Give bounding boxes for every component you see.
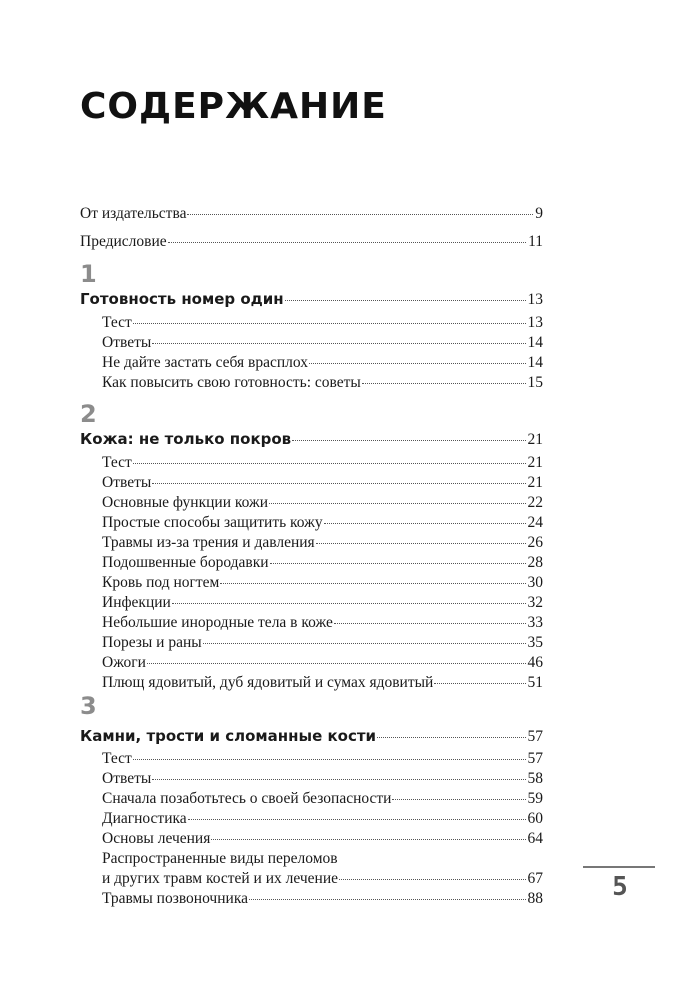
toc-entry-label: Не дайте застать себя врасплох [102,354,309,371]
toc-entry-label: Основные функции кожи [102,494,269,511]
toc-entry-page: 67 [527,870,543,887]
dot-leader [434,683,525,684]
toc-entry-label: Сначала позаботьтесь о своей безопасности [102,790,392,807]
toc-entry-page: 14 [527,354,543,371]
toc-entry[interactable] [102,573,543,593]
dot-leader [292,440,525,441]
toc-entry[interactable] [102,749,543,769]
page-number: 5 [612,872,628,902]
toc-entry-label: Тест [102,314,132,331]
dot-leader [339,879,525,880]
toc-entry[interactable] [102,353,543,373]
toc-entry-publisher[interactable] [80,204,543,224]
toc-entry[interactable] [102,889,543,909]
dot-leader [362,383,526,384]
toc-entry-page: 21 [527,454,543,471]
dot-leader [324,523,526,524]
dot-leader [188,819,526,820]
dot-leader [133,463,526,464]
toc-entry-page: 32 [527,594,543,611]
toc-entry-page: 15 [527,374,543,391]
toc-entry-label: Плющ ядовитый, дуб ядовитый и сумах ядовитый [102,674,434,691]
chapter-number: 2 [80,400,97,428]
dot-leader [152,483,525,484]
toc-entry-page: 88 [527,890,543,907]
chapter-title: Камни, трости и сломанные кости [80,727,377,745]
dot-leader [249,899,526,900]
toc-entry-page: 14 [527,334,543,351]
toc-entry[interactable] [102,653,543,673]
toc-entry-page: 57 [527,750,543,767]
toc-entry-page: 57 [527,728,543,745]
page-title: СОДЕРЖАНИЕ [80,86,387,127]
toc-entry[interactable] [102,809,543,829]
dot-leader [172,603,526,604]
toc-entry-label: Ожоги [102,654,146,671]
dot-leader [211,839,525,840]
dot-leader [220,583,525,584]
dot-leader [285,300,526,301]
toc-entry-label-first-line: Распространенные виды переломов [102,850,338,867]
dot-leader [152,779,525,780]
dot-leader [309,363,525,364]
dot-leader [133,759,526,760]
dot-leader [316,543,526,544]
toc-entry-label: Предисловие [80,233,167,250]
toc-entry-label: Травмы позвоночника [102,890,248,907]
toc-entry-page: 58 [527,770,543,787]
toc-entry[interactable] [102,593,543,613]
dot-leader [334,623,526,624]
dot-leader [269,503,525,504]
toc-entry[interactable] [102,869,543,889]
toc-entry-page: 26 [527,534,543,551]
folio-rule [583,866,655,868]
dot-leader [168,242,526,243]
toc-entry-page: 64 [527,830,543,847]
toc-entry[interactable] [102,453,543,473]
toc-entry-page: 60 [527,810,543,827]
toc-entry[interactable] [102,789,543,809]
dot-leader [152,343,525,344]
toc-entry-label: Простые способы защитить кожу [102,514,323,531]
toc-entry-label: Ответы [102,770,152,787]
toc-entry[interactable] [102,493,543,513]
toc-entry-page: 33 [527,614,543,631]
toc-entry-page: 13 [527,291,543,308]
toc-entry-page: 59 [527,790,543,807]
dot-leader [187,214,533,215]
toc-entry-label: Тест [102,454,132,471]
toc-entry-page: 30 [527,574,543,591]
toc-entry[interactable] [102,473,543,493]
toc-entry-page: 21 [527,431,543,448]
dot-leader [377,737,525,738]
toc-entry-label: Кровь под ногтем [102,574,220,591]
toc-entry[interactable] [102,633,543,653]
chapter-title: Кожа: не только покров [80,430,292,448]
table-of-contents [80,0,543,1000]
toc-entry-label: Подошвенные бородавки [102,554,269,571]
toc-entry-label: Тест [102,750,132,767]
toc-entry-page: 21 [527,474,543,491]
dot-leader [133,323,526,324]
toc-entry-page: 35 [527,634,543,651]
toc-entry[interactable] [102,333,543,353]
chapter-title-row[interactable] [80,726,543,747]
toc-entry-label: Порезы и раны [102,634,202,651]
toc-entry[interactable] [102,829,543,849]
toc-entry[interactable] [102,513,543,533]
toc-entry[interactable] [102,373,543,393]
toc-entry-preface[interactable] [80,232,543,252]
toc-entry-label: Ответы [102,334,152,351]
toc-entry[interactable] [102,673,543,693]
chapter-number: 3 [80,692,97,720]
toc-entry-label: Как повысить свою готовность: советы [102,374,361,391]
toc-entry[interactable] [102,313,543,333]
dot-leader [392,799,525,800]
toc-entry-page: 13 [527,314,543,331]
toc-entry-label: Ответы [102,474,152,491]
toc-entry-label: Травмы из-за трения и давления [102,534,315,551]
toc-entry-label: Инфекции [102,594,171,611]
dot-leader [203,643,526,644]
dot-leader [147,663,526,664]
chapter-title: Готовность номер один [80,290,284,308]
chapter-number: 1 [80,260,97,288]
toc-entry[interactable] [102,533,543,553]
toc-entry-label: Основы лечения [102,830,211,847]
chapter-title-row[interactable] [80,429,543,450]
toc-entry[interactable] [102,553,543,573]
toc-entry[interactable] [102,769,543,789]
toc-entry-page: 24 [527,514,543,531]
toc-entry-label: Небольшие инородные тела в коже [102,614,333,631]
toc-entry-page: 51 [527,674,543,691]
toc-entry-label: и других травм костей и их лечение [102,870,339,887]
toc-entry-page: 9 [535,205,543,222]
toc-entry-page: 28 [527,554,543,571]
chapter-title-row[interactable] [80,289,543,310]
toc-entry-label: От издательства [80,205,187,222]
toc-entry-page: 11 [528,233,543,250]
toc-entry[interactable] [102,613,543,633]
toc-entry-label: Диагностика [102,810,187,827]
dot-leader [270,563,526,564]
toc-entry-page: 46 [527,654,543,671]
toc-entry-page: 22 [527,494,543,511]
